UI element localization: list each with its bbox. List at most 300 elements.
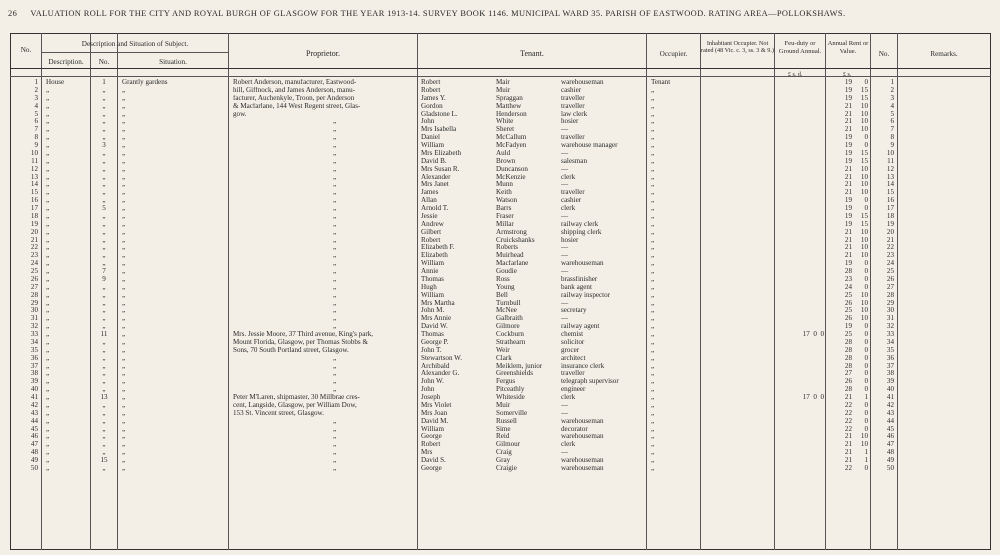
row-number-right: 18 (886, 212, 894, 220)
proprietor-ditto: „ (333, 205, 337, 212)
occupier-cell: „ (651, 126, 655, 134)
house-number-cell: 13 (100, 394, 108, 401)
row-number-right: 14 (886, 181, 894, 189)
situation-cell: „ (122, 197, 126, 205)
description-cell: „ (46, 299, 50, 307)
rent-pounds-cell: 21 (844, 236, 852, 244)
house-number-cell: „ (102, 197, 106, 205)
house-number-cell: „ (102, 417, 106, 425)
description-cell: „ (46, 449, 50, 457)
tenant-first-name: Mrs Janet (421, 181, 449, 189)
tenant-first-names (421, 79, 493, 473)
house-number-cell: 1 (102, 79, 106, 86)
row-number-right: 16 (886, 197, 894, 205)
occupiers (651, 79, 699, 473)
tenant-first-name: John M. (421, 307, 445, 315)
row-number-right: 20 (886, 228, 894, 236)
situation-cell: „ (122, 386, 126, 394)
description-cell: House (46, 79, 65, 86)
tenant-first-name: William (421, 260, 444, 268)
description-cell: „ (46, 228, 50, 236)
house-numbers (92, 79, 116, 473)
house-number-cell: „ (102, 244, 106, 252)
row-number: 6 (34, 118, 38, 126)
tenant-first-name: John T. (421, 346, 442, 354)
occupier-cell: „ (651, 94, 655, 102)
occupier-cell: „ (651, 299, 655, 307)
tenant-surname: Bell (496, 291, 508, 299)
rent-shillings-cell: 0 (864, 425, 868, 433)
col-description: Description. (48, 58, 84, 66)
proprietor-ditto: „ (333, 157, 337, 165)
rent-shillings-cell: 10 (860, 126, 868, 134)
row-number: 45 (30, 425, 38, 433)
row-number-right: 35 (886, 346, 894, 354)
occupier-cell: „ (651, 425, 655, 433)
rent-shillings-cell: 0 (864, 417, 868, 425)
tenant-first-name: Elizabeth F. (421, 244, 455, 252)
row-number-right: 10 (886, 149, 894, 157)
row-number-right: 31 (886, 315, 894, 323)
house-number-cell: „ (102, 260, 106, 268)
feu-duty-cell: 17 0 0 (802, 331, 824, 338)
tenant-occupation: cashier (561, 86, 582, 94)
tenant-surname: Mair (496, 79, 510, 86)
tenant-surname: Cruickshanks (496, 236, 535, 244)
rent-shillings-cell: 10 (860, 244, 868, 252)
rent-pounds-cell: 26 (844, 378, 852, 386)
situation-cell: „ (122, 394, 126, 401)
tenant-occupation: warehouseman (561, 417, 604, 425)
rent-pounds-cell: 21 (844, 102, 852, 110)
occupier-cell: „ (651, 181, 655, 189)
rent-pounds-cell: 25 (844, 331, 852, 338)
description-cell: „ (46, 394, 50, 401)
row-number-right: 19 (886, 220, 894, 228)
row-number: 8 (34, 134, 38, 142)
situation-cell: „ (122, 323, 126, 331)
occupier-cell: „ (651, 362, 655, 370)
row-number-right: 49 (886, 457, 894, 464)
row-number-right: 29 (886, 299, 894, 307)
row-number-right: 1 (890, 79, 894, 86)
occupier-cell: „ (651, 268, 655, 275)
description-cell: „ (46, 386, 50, 394)
tenant-first-name: Mrs Susan R. (421, 165, 460, 173)
description-cell: „ (46, 212, 50, 220)
row-number: 37 (30, 362, 38, 370)
col-situation: Situation. (159, 58, 187, 66)
feu-duty-cell (780, 229, 824, 237)
row-number-right: 24 (886, 260, 894, 268)
feu-duty-cell (780, 355, 824, 363)
tenant-first-name: William (421, 291, 444, 299)
rent-shillings-cell: 0 (864, 283, 868, 291)
tenant-occupation: cashier (561, 197, 582, 205)
row-number: 50 (30, 464, 38, 472)
feu-duty-cell (780, 300, 824, 308)
feu-duty-cell (780, 292, 824, 300)
occupier-cell: „ (651, 409, 655, 417)
occupier-cell: „ (651, 244, 655, 252)
tenant-occupation: clerk (561, 205, 576, 212)
house-number-cell: „ (102, 189, 106, 197)
feu-duty-cell (780, 457, 824, 465)
tenant-surname: Galbraith (496, 315, 523, 323)
occupier-cell: „ (651, 102, 655, 110)
house-number-cell: „ (102, 220, 106, 228)
tenant-occupation: architect (561, 354, 586, 362)
row-number-right: 4 (890, 102, 894, 110)
tenant-first-name: David W. (421, 323, 448, 331)
tenant-occupation: warehouseman (561, 79, 604, 86)
tenant-first-name: Alexander G. (421, 370, 460, 378)
feu-duty-cell (780, 418, 824, 426)
tenant-surname: Armstrong (496, 228, 527, 236)
feu-duty-cell (780, 118, 824, 126)
tenant-surname: Turnbull (496, 299, 521, 307)
house-number-cell: „ (102, 102, 106, 110)
tenant-occupation: — (561, 126, 569, 134)
proprietor-ditto: „ (333, 354, 337, 362)
row-number: 44 (30, 417, 38, 425)
proprietor-ditto: „ (333, 315, 337, 323)
feu-duty-cell (780, 284, 824, 292)
rent-shillings-cell: 10 (860, 315, 868, 323)
tenant-surname: Goudie (496, 268, 517, 275)
row-number: 16 (30, 197, 38, 205)
rent-pounds-cell: 21 (844, 449, 852, 457)
situation-cell: „ (122, 346, 126, 354)
proprietors (233, 79, 415, 473)
row-number-right: 7 (890, 126, 894, 134)
feu-duty-cell (780, 213, 824, 221)
description-cell: „ (46, 362, 50, 370)
feu-duty-cell (780, 197, 824, 205)
rent-shillings-cell: 10 (860, 189, 868, 197)
tenant-occupation: clerk (561, 394, 576, 401)
description-cell: „ (46, 291, 50, 299)
tenant-occupation: solicitor (561, 338, 585, 346)
row-number: 28 (30, 291, 38, 299)
rent-pounds-cell: 23 (844, 275, 852, 283)
feu-duty-cell (780, 181, 824, 189)
feu-duty-cell (780, 449, 824, 457)
tenant-first-name: John (421, 386, 435, 394)
rent-shillings-cell: 0 (864, 370, 868, 378)
row-number-right: 15 (886, 189, 894, 197)
rent-shillings-cell: 1 (864, 457, 868, 464)
situation-cell: „ (122, 401, 126, 409)
row-number-right: 30 (886, 307, 894, 315)
tenant-occupation: — (561, 315, 569, 323)
situation-cell: „ (122, 370, 126, 378)
rent-shillings-cell: 0 (864, 331, 868, 338)
situation-cell: „ (122, 157, 126, 165)
tenant-first-name: Stewartson W. (421, 354, 462, 362)
feu-duty-cell (780, 386, 824, 394)
description-cell: „ (46, 409, 50, 417)
rent-pounds-cell: 19 (844, 79, 852, 86)
situation-cell: „ (122, 181, 126, 189)
proprietor-ditto: „ (333, 197, 337, 205)
row-numbers (14, 79, 38, 473)
description-cell: „ (46, 275, 50, 283)
feu-duty-cell (780, 402, 824, 410)
rent-shillings-cell: 0 (864, 386, 868, 394)
row-number-right: 50 (886, 464, 894, 472)
row-number: 46 (30, 433, 38, 441)
feu-duty-cell (780, 339, 824, 347)
occupier-cell: Tenant (651, 79, 671, 86)
tenant-surnames (496, 79, 558, 473)
situation-cell: „ (122, 134, 126, 142)
tenant-occupation: secretary (561, 307, 587, 315)
rent-pounds-cell: 21 (844, 173, 852, 181)
description-cell: „ (46, 401, 50, 409)
house-number-cell: „ (102, 157, 106, 165)
row-number-right: 48 (886, 449, 894, 457)
rent-pounds-cell: 28 (844, 354, 852, 362)
description-cell: „ (46, 354, 50, 362)
rent-shillings (855, 79, 868, 473)
rent-shillings-cell: 1 (864, 449, 868, 457)
situation-cell: „ (122, 268, 126, 275)
tenant-surname: Cockburn (496, 331, 524, 338)
tenant-surname: Roberts (496, 244, 519, 252)
col-no2: No. (98, 58, 110, 66)
proprietor-line: Robert Anderson, manufacturer, Eastwood- (233, 79, 357, 86)
feu-duty-cell (780, 189, 824, 197)
row-number: 10 (30, 149, 38, 157)
situation-cell: „ (122, 260, 126, 268)
description-cell: „ (46, 102, 50, 110)
house-number-cell: „ (102, 118, 106, 126)
row-number: 24 (30, 260, 38, 268)
row-numbers-right (872, 79, 894, 473)
proprietor-ditto: „ (333, 189, 337, 197)
row-number: 9 (34, 142, 38, 149)
house-number-cell: „ (102, 323, 106, 331)
row-number: 3 (34, 94, 38, 102)
house-number-cell: „ (102, 346, 106, 354)
feu-values (780, 79, 824, 473)
tenant-occupation: — (561, 252, 569, 260)
tenant-first-name: David B. (421, 157, 447, 165)
tenant-occupation: clerk (561, 173, 576, 181)
tenant-occupation: traveller (561, 102, 585, 110)
tenant-surname: Young (496, 283, 515, 291)
row-number: 40 (30, 386, 38, 394)
proprietor-ditto: „ (333, 173, 337, 181)
row-number-right: 46 (886, 433, 894, 441)
tenant-occupation: engineer (561, 386, 586, 394)
occupier-cell: „ (651, 307, 655, 315)
tenant-occupation: — (561, 299, 569, 307)
occupier-cell: „ (651, 134, 655, 142)
description-cell: „ (46, 370, 50, 378)
rent-shillings-cell: 10 (860, 173, 868, 181)
tenant-first-name: Mrs Annie (421, 315, 452, 323)
situation-cell: „ (122, 354, 126, 362)
feu-duty-cell (780, 268, 824, 276)
tenant-first-name: William (421, 425, 444, 433)
tenant-first-name: George (421, 433, 442, 441)
situation-cell: „ (122, 102, 126, 110)
feu-duty-cell (780, 363, 824, 371)
tenant-surname: Gray (496, 457, 511, 464)
feu-duty-cell (780, 150, 824, 158)
house-number-cell: „ (102, 425, 106, 433)
tenant-first-name: James Y. (421, 94, 446, 102)
tenant-surname: Craig (496, 449, 512, 457)
occupier-cell: „ (651, 173, 655, 181)
situation-cell: „ (122, 283, 126, 291)
description-cell: „ (46, 331, 50, 338)
feu-duty-cell (780, 433, 824, 441)
rent-pounds-cell: 21 (844, 228, 852, 236)
tenant-occupation: traveller (561, 94, 585, 102)
rent-shillings-cell: 10 (860, 118, 868, 126)
occupier-cell: „ (651, 464, 655, 472)
col-occupier: Occupier. (659, 50, 688, 58)
tenant-first-name: Elizabeth (421, 252, 448, 260)
occupier-cell: „ (651, 252, 655, 260)
tenant-surname: Auld (496, 149, 511, 157)
row-number: 4 (34, 102, 38, 110)
rent-pounds-cell: 21 (844, 394, 852, 401)
description-cell: „ (46, 323, 50, 331)
situation-cell: „ (122, 275, 126, 283)
rent-shillings-cell: 15 (860, 86, 868, 94)
row-number-right: 9 (890, 142, 894, 149)
rent-pounds-cell: 21 (844, 181, 852, 189)
tenant-occupation: insurance clerk (561, 362, 605, 370)
tenant-surname: Henderson (496, 110, 527, 118)
tenant-occupations (561, 79, 645, 473)
tenant-occupation: chemist (561, 331, 584, 338)
house-number-cell: „ (102, 212, 106, 220)
house-number-cell: „ (102, 283, 106, 291)
proprietor-ditto: „ (333, 464, 337, 472)
row-number-right: 27 (886, 283, 894, 291)
tenant-first-name: David M. (421, 417, 449, 425)
row-number-right: 45 (886, 425, 894, 433)
row-number-right: 44 (886, 417, 894, 425)
tenant-occupation: shipping clerk (561, 228, 602, 236)
proprietor-ditto: „ (333, 149, 337, 157)
proprietor-ditto: „ (333, 260, 337, 268)
col-no3: No. (878, 50, 890, 58)
house-number-cell: „ (102, 228, 106, 236)
proprietor-line: Sons, 70 South Portland street, Glasgow. (233, 346, 349, 354)
row-number-right: 38 (886, 370, 894, 378)
row-number-right: 26 (886, 275, 894, 283)
row-number: 34 (30, 338, 38, 346)
house-number-cell: „ (102, 338, 106, 346)
occupier-cell: „ (651, 331, 655, 338)
row-number: 18 (30, 212, 38, 220)
tenant-surname: Whiteside (496, 394, 525, 401)
rent-pounds-cell: 19 (844, 220, 852, 228)
descriptions (46, 79, 88, 473)
situation-cell: „ (122, 86, 126, 94)
proprietor-line: 153 St. Vincent street, Glasgow. (233, 409, 324, 417)
situation-cell: „ (122, 126, 126, 134)
house-number-cell: „ (102, 181, 106, 189)
tenant-first-name: John W. (421, 378, 444, 386)
occupier-cell: „ (651, 149, 655, 157)
house-number-cell: „ (102, 252, 106, 260)
situation-cell: „ (122, 220, 126, 228)
feu-duty-cell (780, 323, 824, 331)
rent-shillings-cell: 10 (860, 441, 868, 449)
tenant-occupation: telegraph supervisor (561, 378, 619, 386)
rent-shillings-cell: 0 (864, 362, 868, 370)
description-cell: „ (46, 94, 50, 102)
tenant-occupation: — (561, 181, 569, 189)
description-cell: „ (46, 268, 50, 275)
rent-pounds-cell: 22 (844, 464, 852, 472)
occupier-cell: „ (651, 118, 655, 126)
tenant-first-name: Alexander (421, 173, 451, 181)
tenant-surname: Strathearn (496, 338, 526, 346)
house-number-cell: 3 (102, 142, 106, 149)
rent-shillings-cell: 0 (864, 268, 868, 275)
house-number-cell: „ (102, 401, 106, 409)
tenant-first-name: Mrs (421, 449, 433, 457)
house-number-cell: „ (102, 236, 106, 244)
tenant-surname: Fraser (496, 212, 514, 220)
tenant-occupation: clerk (561, 441, 576, 449)
house-number-cell: „ (102, 149, 106, 157)
tenant-occupation: grocer (561, 346, 580, 354)
row-number-right: 23 (886, 252, 894, 260)
house-number-cell: „ (102, 370, 106, 378)
occupier-cell: „ (651, 291, 655, 299)
occupier-cell: „ (651, 86, 655, 94)
feu-duty-cell (780, 237, 824, 245)
description-cell: „ (46, 236, 50, 244)
rent-shillings-cell: 10 (860, 102, 868, 110)
situation-cell: „ (122, 228, 126, 236)
row-number: 1 (34, 79, 38, 86)
situation-cell: „ (122, 449, 126, 457)
rent-shillings-cell: 15 (860, 94, 868, 102)
tenant-first-name: Thomas (421, 275, 444, 283)
rent-pounds-cell: 19 (844, 212, 852, 220)
proprietor-line: gow. (233, 110, 247, 118)
house-number-cell: „ (102, 354, 106, 362)
rent-pounds-cell: 28 (844, 268, 852, 275)
col-feu-duty: Feu-duty or Ground Annual. (778, 40, 822, 55)
tenant-surname: Sheret (496, 126, 515, 134)
row-number-right: 2 (890, 86, 894, 94)
proprietor-ditto: „ (333, 425, 337, 433)
proprietor-ditto: „ (333, 212, 337, 220)
tenant-surname: Sime (496, 425, 511, 433)
situation-cell: „ (122, 409, 126, 417)
feu-duty-cell (780, 174, 824, 182)
description-cell: „ (46, 378, 50, 386)
occupier-cell: „ (651, 394, 655, 401)
rent-shillings-cell: 15 (860, 157, 868, 165)
house-number-cell: 5 (102, 205, 106, 212)
tenant-first-name: Gilbert (421, 228, 442, 236)
proprietor-ditto: „ (333, 291, 337, 299)
proprietor-ditto: „ (333, 252, 337, 260)
proprietor-line: cent, Langside, Glasgow, per William Dow, (233, 401, 357, 409)
